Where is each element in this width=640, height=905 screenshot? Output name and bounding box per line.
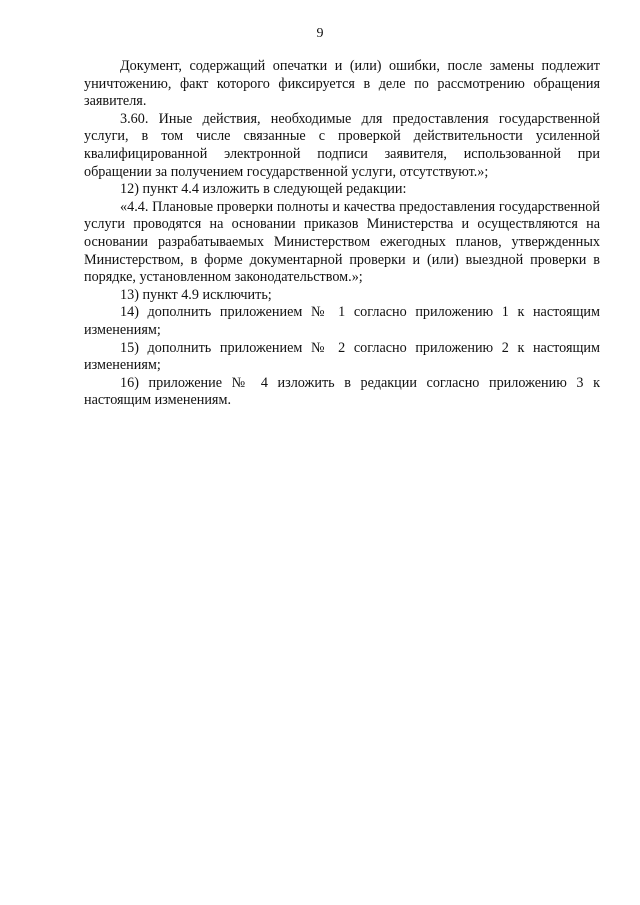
paragraph-item-14: 14) дополнить приложением № 1 согласно приложению 1 к настоящим изменениям; xyxy=(84,304,600,338)
document-body xyxy=(84,58,600,410)
paragraph-item-12: 12) пункт 4.4 изложить в следующей редакции: xyxy=(120,181,407,198)
paragraph-document-destruction: Документ, содержащий опечатки и (или) ошибки, после замены подлежит уничтожению, факт которого фиксируется в деле по рассмотрению обращения заявителя. xyxy=(84,58,600,110)
paragraph-item-16: 16) приложение № 4 изложить в редакции согласно приложению 3 к настоящим изменениям. xyxy=(84,374,600,409)
paragraph-4-4: «4.4. Плановые проверки полноты и качества предоставления государственной услуги проводятся на основании приказов Министерства и осуществляются на основании разрабатываемых Министерством ежегодных планов, утвержденных Министерством, в форме документарной проверки и (или) выездной проверки в порядке, установленном законодательством.»; xyxy=(84,198,600,286)
page-number: 9 xyxy=(316,26,324,41)
paragraph-item-15: 15) дополнить приложением № 2 согласно приложению 2 к настоящим изменениям; xyxy=(84,339,600,374)
paragraph-3-60: 3.60. Иные действия, необходимые для предоставления государственной услуги, в том числе связанные с проверкой действительности усиленной квалифицированной электронной подписи заявителя, использованной при обращении за получением государственной услуги, отсутствуют.»; xyxy=(84,110,600,180)
paragraph-item-13: 13) пункт 4.9 исключить; xyxy=(120,286,272,303)
